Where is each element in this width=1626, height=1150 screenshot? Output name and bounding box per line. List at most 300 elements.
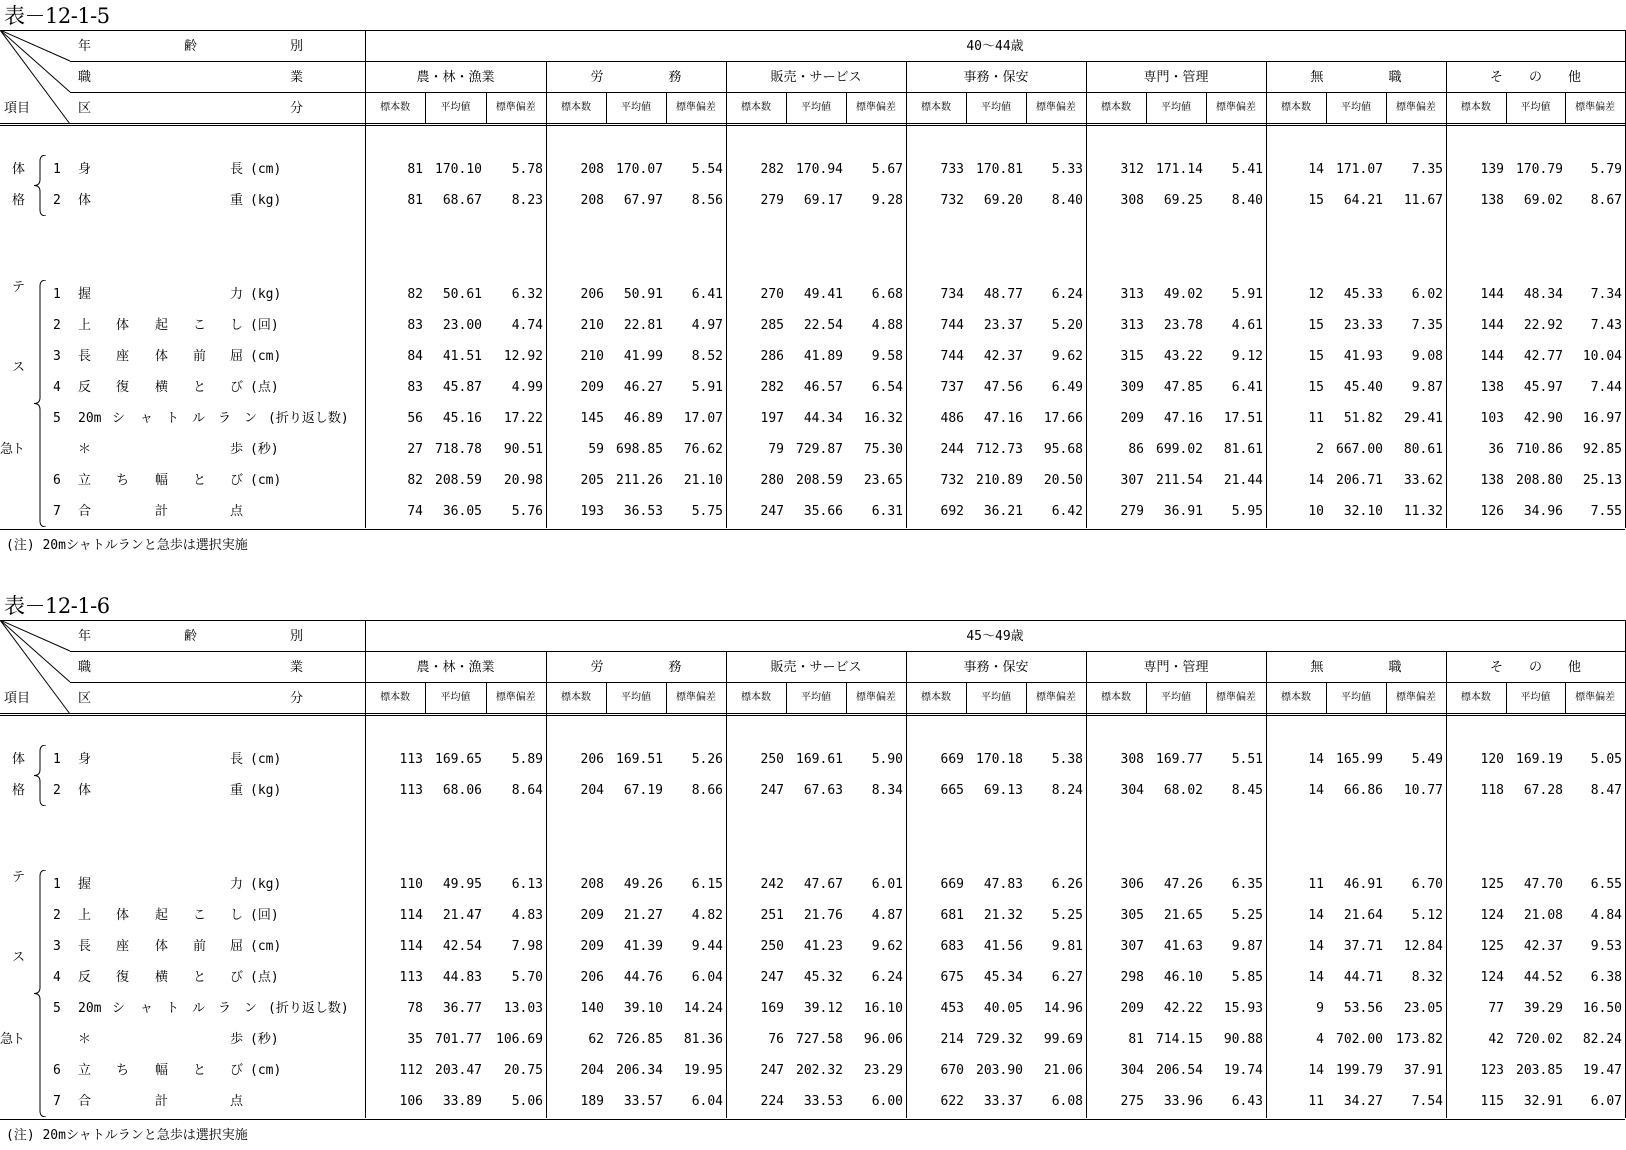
data-cell: 67.63 (803, 783, 843, 798)
row-label-char: 力 (230, 877, 244, 892)
data-cell: 47.85 (1163, 380, 1203, 395)
data-cell: 699.02 (1156, 442, 1203, 457)
row-label-char: 握 (78, 287, 92, 302)
data-cell: 15 (1308, 380, 1324, 395)
data-cell: 169.65 (435, 752, 482, 767)
data-cell: 33.62 (1403, 473, 1443, 488)
data-cell: 210 (580, 349, 604, 364)
data-cell: 5.75 (691, 504, 723, 519)
data-cell: 210 (580, 318, 604, 333)
data-cell: 46.57 (803, 380, 843, 395)
table-note: (注) 20mシャトルランと急歩は選択実施 (6, 1128, 248, 1143)
row-label-char: 体 (78, 193, 92, 208)
row-number: 3 (53, 349, 61, 364)
row-label-char: シ (112, 1001, 126, 1016)
row-unit: (cm) (250, 1063, 282, 1078)
row-number: 2 (53, 193, 61, 208)
data-cell: 15 (1308, 349, 1324, 364)
data-cell: 210.89 (976, 473, 1023, 488)
data-cell: 44.34 (803, 411, 843, 426)
data-cell: 10.77 (1403, 783, 1443, 798)
data-cell: 81 (407, 162, 423, 177)
data-cell: 68.02 (1163, 783, 1203, 798)
data-cell: 41.23 (803, 939, 843, 954)
data-cell: 33.96 (1163, 1094, 1203, 1109)
data-cell: 84 (407, 349, 423, 364)
data-cell: 286 (760, 349, 784, 364)
row-number: 6 (53, 1063, 61, 1078)
data-cell: 206 (580, 970, 604, 985)
row-label-char: ち (116, 1063, 130, 1078)
data-cell: 36.53 (623, 504, 663, 519)
data-cell: 307 (1120, 473, 1144, 488)
data-cell: 6.24 (871, 970, 903, 985)
occupation-label: 業 (290, 660, 304, 675)
data-cell: 313 (1120, 287, 1144, 302)
data-cell: 125 (1480, 877, 1504, 892)
data-cell: 6.00 (871, 1094, 903, 1109)
data-cell: 14 (1308, 908, 1324, 923)
data-cell: 308 (1120, 752, 1144, 767)
data-cell: 37.91 (1403, 1063, 1443, 1078)
group-label-physique: 格 (12, 783, 26, 798)
occupation-header: 農・林・漁業 (416, 660, 495, 675)
data-cell: 139 (1480, 162, 1504, 177)
data-cell: 206.54 (1156, 1063, 1203, 1078)
data-cell: 197 (760, 411, 784, 426)
occupation-header: 販売・サービス (770, 660, 862, 675)
data-cell: 36 (1488, 442, 1504, 457)
data-cell: 205 (580, 473, 604, 488)
data-cell: 6.70 (1411, 877, 1443, 892)
data-cell: 9.87 (1411, 380, 1443, 395)
data-cell: 170.81 (976, 162, 1023, 177)
row-number: 1 (53, 877, 61, 892)
data-cell: 20.98 (503, 473, 543, 488)
data-cell: 14.96 (1043, 1001, 1083, 1016)
data-cell: 6.32 (511, 287, 543, 302)
sub-header: 標本数 (1460, 102, 1491, 113)
sub-header: 標準偏差 (1036, 692, 1076, 703)
age-label: 齢 (184, 629, 198, 644)
data-cell: 17.22 (503, 411, 543, 426)
data-cell: 4.74 (511, 318, 543, 333)
data-cell: 307 (1120, 939, 1144, 954)
table-block (0, 590, 1626, 1150)
data-cell: 170.18 (976, 752, 1023, 767)
data-cell: 145 (580, 411, 604, 426)
row-label-char: ラ (218, 1001, 232, 1016)
sub-header: 標本数 (921, 102, 951, 113)
row-label-char: 急 (0, 442, 14, 457)
data-cell: 224 (760, 1094, 784, 1109)
data-cell: 453 (940, 1001, 964, 1016)
row-label-char: 長 (78, 349, 92, 364)
data-cell: 208.80 (1516, 473, 1563, 488)
data-cell: 67.19 (623, 783, 663, 798)
row-label-char: ン (244, 1001, 258, 1016)
data-cell: 169.77 (1156, 752, 1203, 767)
row-label-char: 体 (155, 349, 169, 364)
data-cell: 115 (1480, 1094, 1504, 1109)
row-label-char: と (193, 473, 207, 488)
sub-header: 平均値 (981, 692, 1011, 703)
data-cell: 8.56 (691, 193, 723, 208)
data-cell: 86 (1128, 442, 1144, 457)
group-label-physique: 格 (12, 193, 26, 208)
data-cell: 79 (768, 442, 784, 457)
data-cell: 683 (940, 939, 964, 954)
data-cell: 39.12 (803, 1001, 843, 1016)
data-cell: 81.61 (1223, 442, 1263, 457)
data-cell: 48.77 (983, 287, 1023, 302)
data-cell: 33.53 (803, 1094, 843, 1109)
data-cell: 712.73 (976, 442, 1023, 457)
data-cell: 51.82 (1343, 411, 1383, 426)
data-cell: 6.41 (691, 287, 723, 302)
data-cell: 169.61 (796, 752, 843, 767)
data-cell: 81 (407, 193, 423, 208)
sub-header: 標準偏差 (1575, 102, 1616, 113)
data-cell: 21.32 (983, 908, 1023, 923)
row-label-char: ン (244, 411, 258, 426)
data-cell: 69.17 (803, 193, 843, 208)
sub-header: 標本数 (1281, 102, 1311, 113)
data-cell: 9.12 (1231, 349, 1263, 364)
data-cell: 21.06 (1043, 1063, 1083, 1078)
data-cell: 49.02 (1163, 287, 1203, 302)
data-cell: 7.44 (1590, 380, 1622, 395)
row-label-char: 座 (116, 939, 130, 954)
data-cell: 9.53 (1590, 939, 1622, 954)
sub-header: 平均値 (1520, 692, 1551, 703)
data-cell: 7.35 (1411, 318, 1443, 333)
row-number: 6 (53, 473, 61, 488)
data-cell: 23.78 (1163, 318, 1203, 333)
division-label: 区 (78, 691, 92, 706)
data-cell: 170.79 (1516, 162, 1563, 177)
data-cell: 45.32 (803, 970, 843, 985)
age-label: 別 (290, 39, 304, 54)
row-unit: (秒) (250, 1032, 279, 1047)
data-cell: 34.96 (1523, 504, 1563, 519)
data-cell: 14.24 (683, 1001, 723, 1016)
data-cell: 33.37 (983, 1094, 1023, 1109)
data-cell: 124 (1480, 908, 1504, 923)
row-label-char: ャ (140, 411, 154, 426)
row-label-char: シ (112, 411, 126, 426)
data-cell: 44.83 (442, 970, 482, 985)
row-label-char: し (230, 908, 244, 923)
data-cell: 103 (1480, 411, 1504, 426)
occupation-header: 農・林・漁業 (416, 70, 495, 85)
data-cell: 36.77 (442, 1001, 482, 1016)
row-label-char: 身 (78, 162, 92, 177)
row-label-char: 反 (78, 970, 92, 985)
data-cell: 15 (1308, 318, 1324, 333)
data-cell: 737 (940, 380, 964, 395)
data-cell: 8.40 (1051, 193, 1083, 208)
data-cell: 42.90 (1523, 411, 1563, 426)
data-cell: 47.56 (983, 380, 1023, 395)
row-label-char: 立 (78, 473, 92, 488)
data-cell: 2 (1316, 442, 1324, 457)
row-label-char: 幅 (155, 473, 169, 488)
data-cell: 82 (407, 287, 423, 302)
data-cell: 112 (399, 1063, 423, 1078)
data-cell: 14 (1308, 783, 1324, 798)
sub-header: 平均値 (801, 102, 831, 113)
data-cell: 6.15 (691, 877, 723, 892)
header-rule (0, 125, 1625, 126)
data-cell: 47.83 (983, 877, 1023, 892)
sub-header: 標本数 (1281, 692, 1311, 703)
data-cell: 69.25 (1163, 193, 1203, 208)
row-label-char: 長 (230, 752, 244, 767)
data-cell: 714.15 (1156, 1032, 1203, 1047)
data-cell: 9.87 (1231, 939, 1263, 954)
data-cell: 5.25 (1051, 908, 1083, 923)
data-cell: 4.83 (511, 908, 543, 923)
data-cell: 96.06 (863, 1032, 903, 1047)
data-cell: 126 (1480, 504, 1504, 519)
data-cell: 41.39 (623, 939, 663, 954)
data-cell: 113 (399, 783, 423, 798)
data-cell: 6.41 (1231, 380, 1263, 395)
data-cell: 486 (940, 411, 964, 426)
data-cell: 36.21 (983, 504, 1023, 519)
row-unit: (回) (250, 318, 279, 333)
data-cell: 279 (760, 193, 784, 208)
sub-header: 標準偏差 (495, 102, 536, 113)
data-cell: 279 (1120, 504, 1144, 519)
data-cell: 720.02 (1516, 1032, 1563, 1047)
data-cell: 23.37 (983, 318, 1023, 333)
data-cell: 46.27 (623, 380, 663, 395)
data-cell: 209 (1120, 411, 1144, 426)
data-cell: 16.10 (863, 1001, 903, 1016)
row-label-char: 復 (116, 970, 130, 985)
row-label-char: ト (166, 1001, 180, 1016)
data-cell: 4.99 (511, 380, 543, 395)
data-cell: 69.02 (1523, 193, 1563, 208)
data-cell: 45.33 (1343, 287, 1383, 302)
data-cell: 106.69 (496, 1032, 543, 1047)
sub-header: 標本数 (921, 692, 951, 703)
row-unit: (折り返し数) (268, 411, 349, 426)
data-cell: 12 (1308, 287, 1324, 302)
data-cell: 42.22 (1163, 1001, 1203, 1016)
data-cell: 669 (940, 877, 964, 892)
sub-header: 標準偏差 (676, 102, 716, 113)
data-cell: 169.51 (616, 752, 663, 767)
data-cell: 242 (760, 877, 784, 892)
occupation-label: 職 (78, 70, 92, 85)
data-cell: 45.87 (442, 380, 482, 395)
row-number: 3 (53, 939, 61, 954)
row-label-char: 20m (78, 1001, 102, 1016)
data-cell: 8.23 (511, 193, 543, 208)
row-label-char: 重 (230, 193, 244, 208)
data-cell: 171.14 (1156, 162, 1203, 177)
data-cell: 8.64 (511, 783, 543, 798)
sub-header: 平均値 (1341, 102, 1371, 113)
data-cell: 211.54 (1156, 473, 1203, 488)
data-cell: 64.21 (1343, 193, 1383, 208)
row-label-char: び (230, 1063, 244, 1078)
data-cell: 165.99 (1336, 752, 1383, 767)
data-cell: 14 (1308, 752, 1324, 767)
data-cell: 7.34 (1590, 287, 1622, 302)
row-label-char: び (230, 380, 244, 395)
row-label-char: ＊ (78, 442, 92, 457)
occupation-header: 労 務 (590, 70, 682, 85)
data-cell: 169 (760, 1001, 784, 1016)
row-label-char: 歩 (230, 442, 244, 457)
data-cell: 90.88 (1223, 1032, 1263, 1047)
data-cell: 81.36 (683, 1032, 723, 1047)
data-cell: 5.20 (1051, 318, 1083, 333)
data-cell: 5.76 (511, 504, 543, 519)
sub-header: 平均値 (621, 102, 651, 113)
data-cell: 732 (940, 473, 964, 488)
data-cell: 144 (1480, 318, 1504, 333)
data-cell: 11 (1308, 877, 1324, 892)
data-cell: 280 (760, 473, 784, 488)
data-cell: 6.07 (1590, 1094, 1622, 1109)
sub-header: 標準偏差 (856, 102, 896, 113)
data-cell: 622 (940, 1094, 964, 1109)
occupation-header: 無 職 (1310, 70, 1402, 85)
row-label-char: 長 (78, 939, 92, 954)
data-cell: 9.62 (1051, 349, 1083, 364)
data-cell: 4 (1316, 1032, 1324, 1047)
data-cell: 32.91 (1523, 1094, 1563, 1109)
row-label-char: 計 (155, 1094, 169, 1109)
data-cell: 171.07 (1336, 162, 1383, 177)
sub-header: 標本数 (561, 102, 591, 113)
data-cell: 33.57 (623, 1094, 663, 1109)
brace (34, 155, 48, 216)
data-cell: 42.37 (983, 349, 1023, 364)
data-cell: 118 (1480, 783, 1504, 798)
occupation-header: 無 職 (1310, 660, 1402, 675)
row-number: 2 (53, 318, 61, 333)
sub-header: 平均値 (621, 692, 651, 703)
group-label-test: ス (12, 360, 26, 375)
row-unit: (回) (250, 908, 279, 923)
data-cell: 47.16 (1163, 411, 1203, 426)
row-label-char: と (193, 1063, 207, 1078)
sub-header: 平均値 (981, 102, 1011, 113)
data-cell: 5.89 (511, 752, 543, 767)
data-cell: 5.25 (1231, 908, 1263, 923)
occupation-header: 専門・管理 (1143, 70, 1209, 85)
sub-header: 平均値 (440, 102, 471, 113)
data-cell: 144 (1480, 349, 1504, 364)
data-cell: 208.59 (435, 473, 482, 488)
data-cell: 8.24 (1051, 783, 1083, 798)
group-label-test: ト (12, 1032, 26, 1047)
data-cell: 304 (1120, 783, 1144, 798)
data-cell: 81 (1128, 1032, 1144, 1047)
row-label-char: ラ (218, 411, 232, 426)
data-cell: 5.78 (511, 162, 543, 177)
data-cell: 8.45 (1231, 783, 1263, 798)
data-cell: 206.71 (1336, 473, 1383, 488)
data-cell: 7.98 (511, 939, 543, 954)
header-rule (0, 713, 1625, 714)
data-cell: 8.47 (1590, 783, 1622, 798)
sub-header: 標本数 (1101, 102, 1131, 113)
data-cell: 66.86 (1343, 783, 1383, 798)
data-cell: 12.84 (1403, 939, 1443, 954)
row-label-char: 握 (78, 877, 92, 892)
data-cell: 5.67 (871, 162, 903, 177)
data-cell: 665 (940, 783, 964, 798)
data-cell: 62 (588, 1032, 604, 1047)
data-cell: 744 (940, 349, 964, 364)
data-cell: 206.34 (616, 1063, 663, 1078)
data-cell: 16.32 (863, 411, 903, 426)
data-cell: 74 (407, 504, 423, 519)
data-cell: 247 (760, 970, 784, 985)
data-cell: 203.90 (976, 1063, 1023, 1078)
data-cell: 140 (580, 1001, 604, 1016)
data-cell: 9.08 (1411, 349, 1443, 364)
data-cell: 209 (580, 908, 604, 923)
data-cell: 36.91 (1163, 504, 1203, 519)
row-label-char: 上 (78, 908, 92, 923)
row-label-char: 体 (116, 318, 130, 333)
data-cell: 23.65 (863, 473, 903, 488)
row-label-char: ャ (140, 1001, 154, 1016)
data-cell: 39.10 (623, 1001, 663, 1016)
row-unit: (秒) (250, 442, 279, 457)
data-cell: 113 (399, 752, 423, 767)
data-cell: 5.33 (1051, 162, 1083, 177)
data-cell: 9.58 (871, 349, 903, 364)
row-label-char: こ (193, 908, 207, 923)
data-cell: 144 (1480, 287, 1504, 302)
data-cell: 244 (940, 442, 964, 457)
data-cell: 204 (580, 1063, 604, 1078)
sub-header: 平均値 (1520, 102, 1551, 113)
row-label-char: ト (166, 411, 180, 426)
table-title: 表－12-1-5 (4, 4, 110, 28)
row-label-char: 体 (78, 783, 92, 798)
row-label-char: 立 (78, 1063, 92, 1078)
data-cell: 6.04 (691, 1094, 723, 1109)
data-cell: 41.56 (983, 939, 1023, 954)
data-cell: 75.30 (863, 442, 903, 457)
data-cell: 16.97 (1582, 411, 1622, 426)
data-cell: 41.99 (623, 349, 663, 364)
data-cell: 6.68 (871, 287, 903, 302)
row-unit: (kg) (250, 193, 282, 208)
data-cell: 193 (580, 504, 604, 519)
data-cell: 734 (940, 287, 964, 302)
data-cell: 8.66 (691, 783, 723, 798)
data-cell: 670 (940, 1063, 964, 1078)
sub-header: 標本数 (741, 692, 771, 703)
data-cell: 5.49 (1411, 752, 1443, 767)
data-cell: 5.91 (691, 380, 723, 395)
data-cell: 99.69 (1043, 1032, 1083, 1047)
row-label-char: 座 (116, 349, 130, 364)
sub-header: 標本数 (380, 102, 411, 113)
group-label-test: テ (12, 280, 26, 295)
